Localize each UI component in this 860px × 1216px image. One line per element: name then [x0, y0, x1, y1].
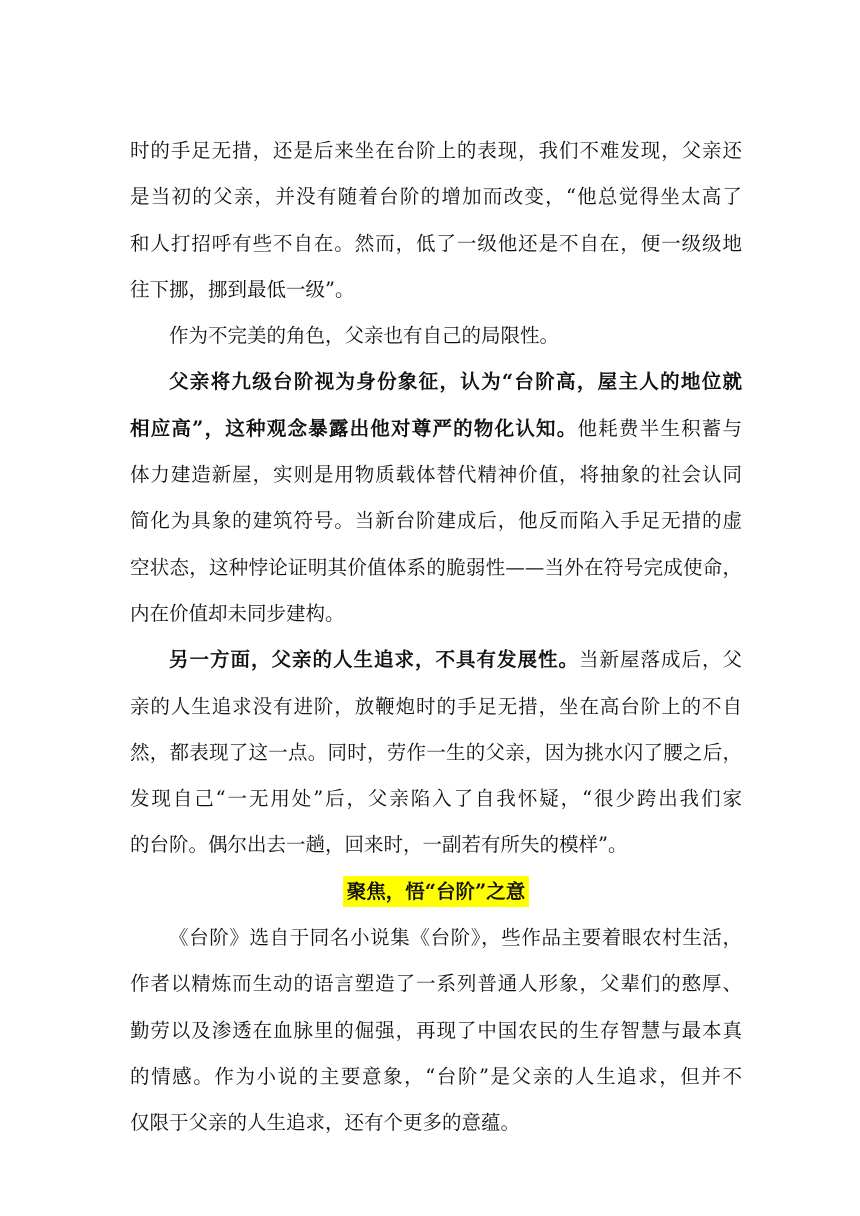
paragraph-status-symbol: [130, 359, 742, 637]
text-line: 空状态，这种悖论证明其价值体系的脆弱性——当外在符号完成使命，: [130, 555, 742, 579]
document-page: [130, 128, 742, 1147]
text-line: 仅限于父亲的人生追求，还有个更多的意蕴。: [130, 1111, 521, 1135]
text-line: 发现自己“一无用处”后，父亲陷入了自我怀疑，“很少跨出我们家: [130, 787, 742, 811]
text-line: 往下挪，挪到最低一级”。: [130, 277, 355, 301]
text-line: 体力建造新屋，实则是用物质载体替代精神价值，将抽象的社会认同: [130, 463, 742, 487]
text-line: [130, 406, 742, 452]
paragraph-development: [130, 637, 742, 868]
text-line: [130, 637, 742, 683]
text-line: 时的手足无措，还是后来坐在台阶上的表现，我们不难发现，父亲还: [130, 139, 742, 162]
text-line: 《台阶》选自于同名小说集《台阶》，些作品主要着眼农村生活，: [169, 926, 742, 950]
text-line: 简化为具象的建筑符号。当新台阶建成后，他反而陷入手足无措的虚: [130, 509, 742, 533]
section-heading: 聚焦，悟“台阶”之意: [343, 876, 529, 907]
paragraph-source: [130, 915, 742, 1146]
text-line: 和人打招呼有些不自在。然而，低了一级他还是不自在，便一级级地: [130, 231, 742, 255]
text-line: 勤劳以及渗透在血脉里的倔强，再现了中国农民的生存智慧与最本真: [130, 1018, 742, 1042]
text-line: 作者以精炼而生动的语言塑造了一系列普通人形象，父辈们的憨厚、: [130, 972, 742, 996]
section-heading-row: [130, 869, 742, 915]
bold-text-line: 父亲将九级台阶视为身份象征，认为“台阶高，屋主人的地位就: [169, 370, 742, 394]
text-segment: 当新屋落成后，父: [578, 648, 742, 672]
paragraph-continuation: [130, 128, 742, 313]
text-line: 作为不完美的角色，父亲也有自己的局限性。: [169, 324, 560, 348]
text-segment: 他耗费半生积蓄与: [577, 416, 742, 440]
text-line: 亲的人生追求没有进阶，放鞭炮时的手足无措，坐在高台阶上的不自: [130, 694, 742, 718]
text-line: 是当初的父亲，并没有随着台阶的增加而改变，“他总觉得坐太高了: [130, 185, 742, 209]
text-line: 的台阶。偶尔出去一趟，回来时，一副若有所失的模样”。: [130, 833, 628, 857]
text-line: 然，都表现了这一点。同时，劳作一生的父亲，因为挑水闪了腰之后，: [130, 740, 742, 764]
bold-claim: 另一方面，父亲的人生追求，不具有发展性。: [169, 648, 579, 672]
paragraph-limitation: [130, 313, 742, 359]
text-line: 内在价值却未同步建构。: [130, 601, 345, 625]
text-line: 的情感。作为小说的主要意象，“台阶”是父亲的人生追求，但并不: [130, 1064, 742, 1088]
bold-claim: 相应高”，这种观念暴露出他对尊严的物化认知。: [130, 416, 578, 440]
